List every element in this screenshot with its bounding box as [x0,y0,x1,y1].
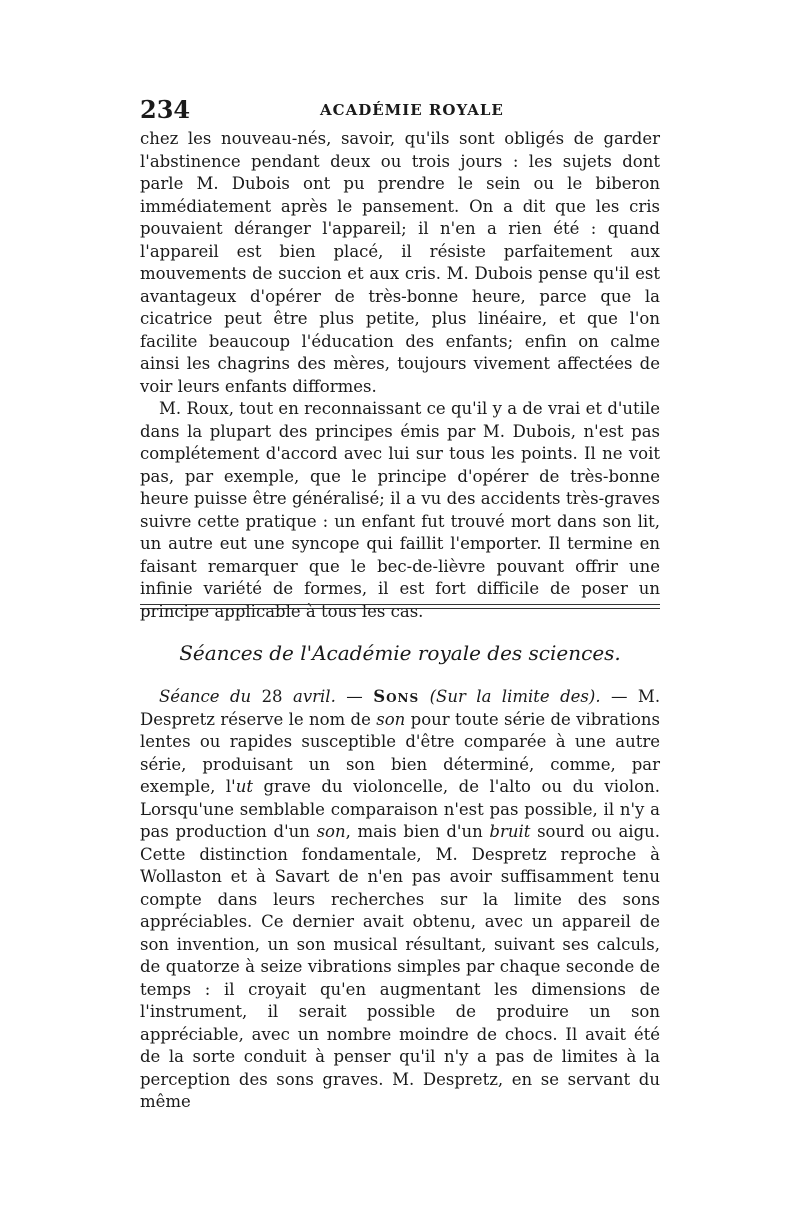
running-head [140,96,660,124]
dash: — [346,687,363,706]
running-title: ACADÉMIE ROYALE [320,101,504,119]
paragraph-despretz [140,686,660,1114]
section-title: Séances de l'Académie royale des sciences. [179,641,621,665]
body-text: sourd ou aigu. Cette distinction fondamentale, M. Despretz reproche à Wollaston et à Savart de n'en pas avoir suffisamment tenu compte dans leurs recherches sur la limite des sons appréciables. Ce dernier avait obtenu, avec un appareil de son invention, un son musical résultant, suivant ses calculs, de quatorze à seize vibrations simples par chaque seconde de temps : il croyait qu'en augmentant les dimensions de l'instrument, il serait possible de produire un son appréciable, avec un nombre moindre de chocs. Il avait été de la sorte conduit à penser qu'il n'y a pas de limites à la perception des sons graves. M. Despretz, en se servant du même [140,822,661,1111]
paragraph-roux: M. Roux, tout en reconnaissant ce qu'il y a de vrai et d'utile dans la plupart des principes émis par M. Dubois, n'est pas complétement d'accord avec lui sur tous les points. Il ne voit pas, par exemple, que le principe d'opérer de très-bonne heure puisse être généralisé; il a vu des accidents très-graves suivre cette pratique : un enfant fut trouvé mort dans son lit, un autre eut une syncope qui faillit l'emporter. Il termine en faisant remarquer que le bec-de-lièvre pouvant offrir une infinie variété de formes, il est fort difficile de poser un principe applicable à tous les cas. [140,399,660,621]
body-text: grave du violoncelle, de l'alto ou du violon. Lorsqu'une semblable comparaison n'est pas possible, il n'y a pas production d'un [140,777,660,841]
body-text: pour toute série de vibrations lentes ou rapides susceptible d'être comparée à une autre série, produisant un son bien déterminé, comme, par exemple, l' [140,709,661,796]
body-text: , mais bien d'un [345,822,483,841]
body-text: M. Despretz réserve le nom de [140,687,661,729]
topic-note: (Sur la limite des). [429,687,601,706]
text-block-sciences-session [140,686,660,1114]
section-divider [140,604,660,612]
session-day: 28 [261,687,283,706]
divider-line [140,604,660,605]
divider-line [140,608,660,609]
paragraph-dubois: chez les nouveau-nés, savoir, qu'ils sont obligés de garder l'abstinence pendant deux ou trois jours : les sujets dont parle M. Dubois ont pu prendre le sein ou le biberon immédiatement après le pansement. On a dit que les cris pouvaient déranger l'appareil; il n'en a rien été : quand l'appareil est bien placé, il résiste parfaitement aux mouvements de succion et aux cris. M. Dubois pense qu'il est avantageux d'opérer de très-bonne heure, parce que la cicatrice peut être plus petite, plus linéaire, et que l'on facilite beaucoup l'éducation des enfants; enfin on calme ainsi les chagrins des mères, toujours vivement affectées de voir leurs enfants difformes. [140,129,660,396]
topic-heading: Sons [373,687,420,706]
emphasis-son: son [316,822,346,841]
emphasis-son: son [376,709,406,729]
session-month: avril. [292,687,336,706]
session-label: Séance du [159,687,252,706]
emphasis-ut: ut [235,777,253,796]
dash: — [611,687,628,706]
text-block-surgery-discussion [140,128,660,623]
emphasis-bruit: bruit [489,822,531,841]
page-number: 234 [140,95,191,124]
